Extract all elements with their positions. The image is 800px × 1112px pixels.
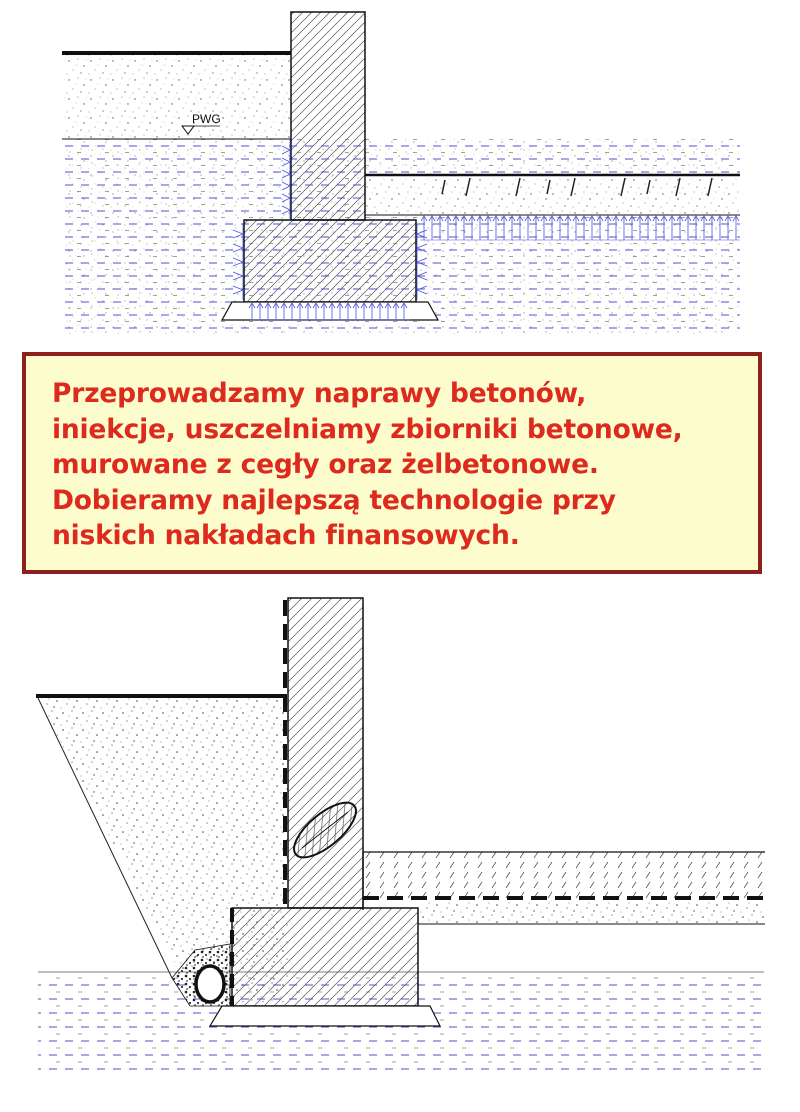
soil-layer-left xyxy=(64,55,291,139)
top-foundation-diagram xyxy=(0,0,800,345)
callout-line-1: Przeprowadzamy naprawy betonów, xyxy=(52,378,587,409)
callout-box xyxy=(22,352,762,574)
callout-line-2: iniekcje, uszczelniamy zbiorniki betonowe, xyxy=(52,413,683,445)
drain-pipe xyxy=(196,966,224,1002)
foundation-wall-bottom xyxy=(288,598,363,908)
callout-line-3: murowane z cegły oraz żelbetonowe. xyxy=(52,449,599,480)
pwg-label: PWG xyxy=(192,112,221,126)
floor-slab-bottom xyxy=(363,852,765,898)
footing xyxy=(244,220,416,302)
footing-base xyxy=(222,302,438,320)
bottom-foundation-diagram xyxy=(0,590,800,1112)
footing-base-bottom xyxy=(210,1006,440,1026)
floor-base-layer xyxy=(418,902,765,924)
callout-line-4: Dobieramy najlepszą technologie przy xyxy=(52,484,616,516)
callout-line-5: niskich nakładach finansowych. xyxy=(52,520,520,551)
footing-bottom xyxy=(232,908,418,1006)
